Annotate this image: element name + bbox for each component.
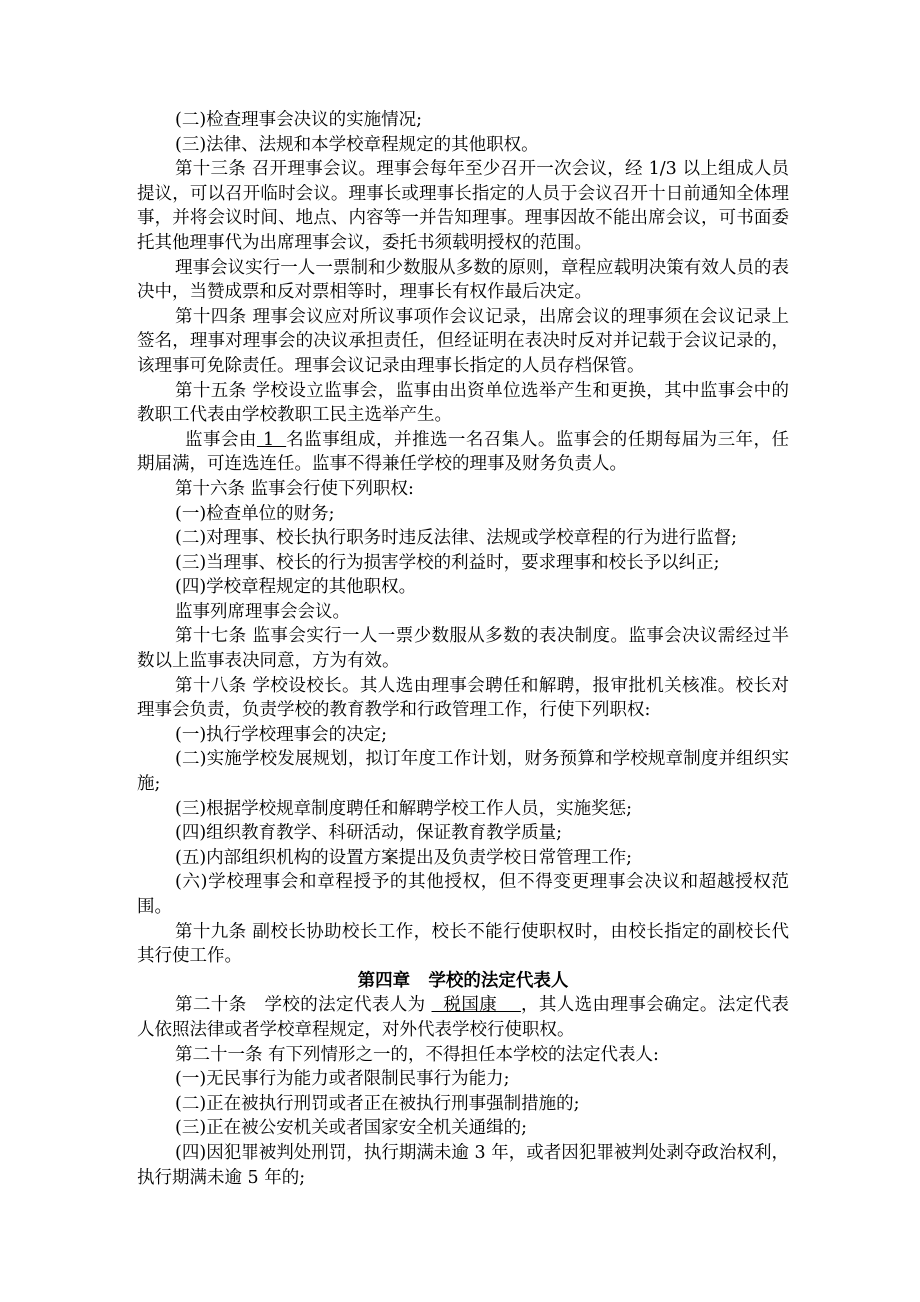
clause-paragraph: (四)因犯罪被判处刑罚，执行期满未逾 3 年，或者因犯罪被判处剥夺政治权利，执行期满未逾 5 年的;	[137, 1142, 789, 1188]
supervisor-suffix: 名监事组成，并推选一名召集人。监事会的任期每届为三年，任期届满，可连选连任。监事不得兼任学校的理事及财务负责人。	[137, 429, 789, 475]
clause-paragraph: (三)法律、法规和本学校章程规定的其他职权。	[175, 134, 539, 155]
clause-paragraph: (一)检查单位的财务;	[175, 503, 335, 524]
note-paragraph: 监事列席理事会会议。	[175, 601, 350, 622]
supervisor-prefix: 监事会由	[185, 429, 257, 450]
clause-paragraph: (二)正在被执行刑罚或者正在被执行刑事强制措施的;	[175, 1093, 580, 1114]
article-14: 第十四条 理事会议应对所议事项作会议记录，出席会议的理事须在会议记录上签名，理事对理事会的决议承担责任，但经证明在表决时反对并记载于会议记录的，该理事可免除责任。理事会议记录由理事长指定的人员存档保管。	[137, 306, 789, 376]
clause-paragraph: (五)内部组织机构的设置方案提出及负责学校日常管理工作;	[175, 847, 633, 868]
clause-paragraph: (二)实施学校发展规划，拟订年度工作计划，财务预算和学校规章制度并组织实施;	[137, 749, 789, 795]
document-page	[137, 108, 789, 1190]
supervisor-count-blank: 1	[256, 429, 287, 450]
clause-paragraph: (一)无民事行为能力或者限制民事行为能力;	[175, 1069, 510, 1090]
clause-paragraph: (四)组织教育教学、科研活动，保证教育教学质量;	[175, 823, 563, 844]
article-13: 第十三条 召开理事会议。理事会每年至少召开一次会议，经 1/3 以上组成人员提议，可以召开临时会议。理事长或理事长指定的人员于会议召开十日前通知全体理事，并将会议时间、地点、内容等一并告知理事。理事因故不能出席会议，可书面委托其他理事代为出席理事会议，委托书须载明授权的范围。	[137, 159, 789, 253]
legal-rep-name-blank: 税国康	[431, 995, 521, 1016]
chapter-title: 第四章 学校的法定代表人	[357, 970, 569, 991]
clause-paragraph: (二)检查理事会决议的实施情况;	[175, 110, 423, 130]
voting-paragraph: 理事会议实行一人一票制和少数服从多数的原则，章程应载明决策有效人员的表决中，当赞成票和反对票相等时，理事长有权作最后决定。	[137, 257, 789, 303]
article-19: 第十九条 副校长协助校长工作，校长不能行使职权时，由校长指定的副校长代其行使工作。	[137, 921, 789, 967]
article-20	[137, 993, 789, 1042]
clause-paragraph: (二)对理事、校长执行职务时违反法律、法规或学校章程的行为进行监督;	[175, 528, 738, 549]
article-21: 第二十一条 有下列情形之一的，不得担任本学校的法定代表人:	[175, 1044, 659, 1065]
clause-paragraph: (三)正在被公安机关或者国家安全机关通缉的;	[175, 1118, 528, 1139]
article-17: 第十七条 监事会实行一人一票少数服从多数的表决制度。监事会决议需经过半数以上监事表决同意，方为有效。	[137, 626, 789, 672]
clause-paragraph: (一)执行学校理事会的决定;	[175, 724, 388, 745]
rep-suffix: ，其人选由理事会确定。法定代表人依照法律或者学校章程规定，对外代表学校行使职权。	[137, 995, 790, 1040]
clause-paragraph: (六)学校理事会和章程授予的其他授权，但不得变更理事会决议和超越授权范围。	[137, 872, 789, 917]
clause-paragraph: (三)根据学校规章制度聘任和解聘学校工作人员，实施奖惩;	[175, 798, 633, 819]
clause-paragraph: (四)学校章程规定的其他职权。	[175, 577, 417, 598]
clause-paragraph: (三)当理事、校长的行为损害学校的利益时，要求理事和校长予以纠正;	[175, 552, 720, 573]
article-16: 第十六条 监事会行使下列职权:	[175, 478, 414, 499]
rep-prefix: 第二十条 学校的法定代表人为	[175, 995, 432, 1016]
article-15: 第十五条 学校设立监事会，监事由出资单位选举产生和更换，其中监事会中的教职工代表由学校教职工民主选举产生。	[137, 380, 789, 426]
supervisor-count-paragraph	[137, 428, 789, 477]
article-18: 第十八条 学校设校长。其人选由理事会聘任和解聘，报审批机关核准。校长对理事会负责，负责学校的教育教学和行政管理工作，行使下列职权:	[137, 675, 789, 721]
